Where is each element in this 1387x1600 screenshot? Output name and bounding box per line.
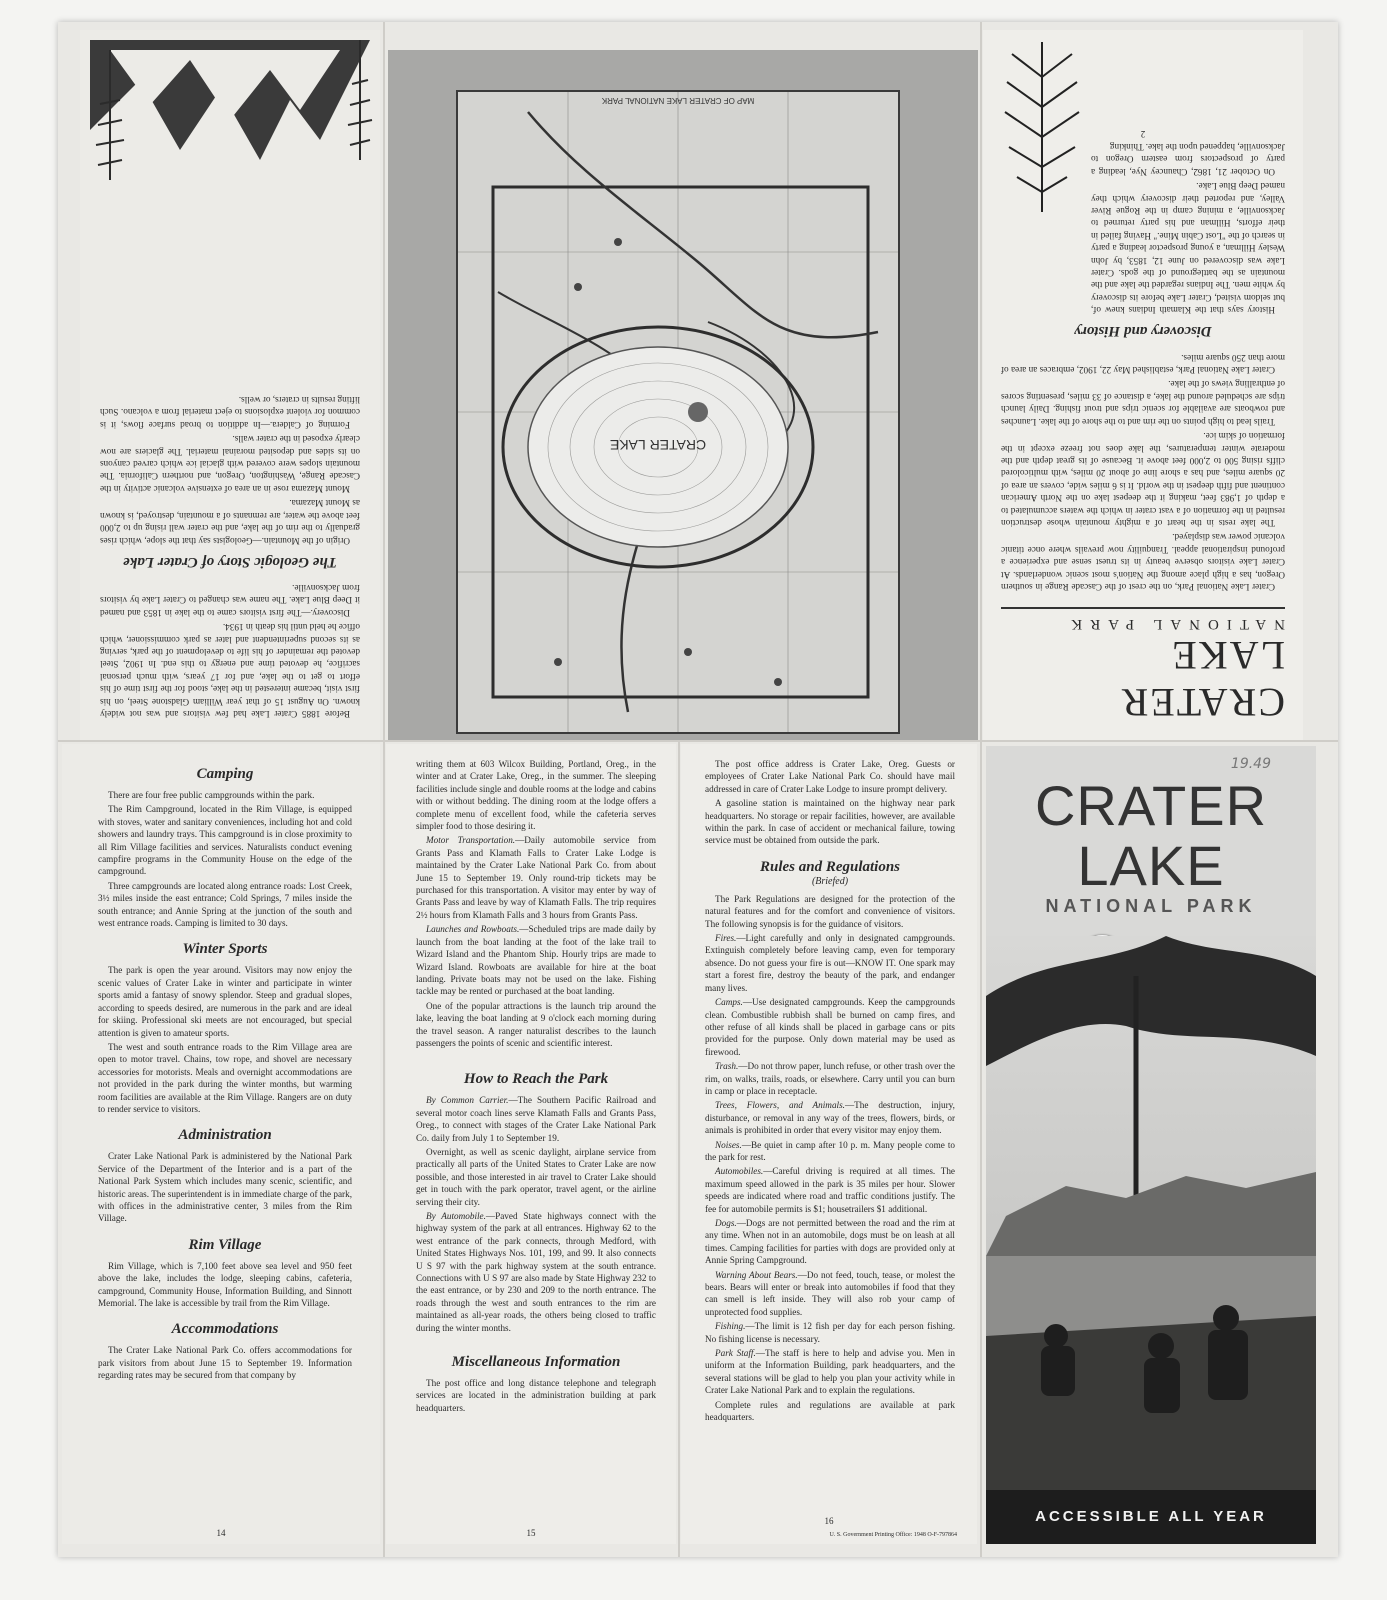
winter-sports-heading: Winter Sports xyxy=(182,941,268,958)
panel-subtitle: NATIONAL PARK xyxy=(1001,607,1285,632)
geologic-heading: The Geologic Story of Crater Lake xyxy=(123,553,337,570)
rule-text: —The limit is 12 fish per day for each person fishing. No fishing license is necessary. xyxy=(705,1321,955,1344)
rule-item xyxy=(705,1165,955,1215)
cover-photo xyxy=(986,936,1316,1496)
map-frame xyxy=(456,90,900,734)
misc-paragraph: The post office and long distance telephone and telegraph services are located in the administration building at park headquarters. xyxy=(416,1378,656,1413)
discovery-paragraph: On October 21, 1862, Chauncey Nye, leading a party of prospectors from eastern Oregon to Jacksonville, happened upon the lake. Thinking xyxy=(1091,142,1285,177)
page-15 xyxy=(386,744,676,1544)
camping-paragraph: The Rim Campground, located in the Rim Village, is equipped with stoves, water and sanitary conveniences, including hot and cold showers and laundry trays. This campground is in close proximity to all Rim Village facilities and services. Naturalists conduct evening campfire programs in the Community House on the edge of the campground. xyxy=(98,804,352,877)
geologic-paragraph: Origin of the Mountain.—Geologists say that the slope, which rises gradually to the rim of the lake, and the crater wall rising up to 2,000 feet above the water, are remnants of a mountain, destroyed, is known as Mount Mazama. xyxy=(100,498,360,546)
geologic-text xyxy=(80,394,380,740)
accommodations-continued: writing them at 603 Wilcox Building, Portland, Oreg., in the winter and at Crater Lake, Oreg., in the summer. The sleeping facilities include single and double rooms at the lodge and cabins with or without bedding. The dining room at the lodge offers a complete menu of excellent food, while the cafeteria serves simpler food to those desiring it. xyxy=(416,759,656,832)
discovery-heading: Discovery and History xyxy=(1074,323,1212,340)
discovery-paragraph: Crater Lake National Park, established May 22, 1902, embraces an area of more than 250 square miles. xyxy=(1001,352,1285,376)
winter-paragraph: The west and south entrance roads to the Rim Village area are open to motor travel. Chains, tow rope, and shovel are necessary accessories for motorists. Meals and overnight accommodations are not provided in the park during the winter months, but warming room facilities are available at the Rim Village. Rangers are on duty to render service to visitors. xyxy=(98,1041,352,1114)
map-panel xyxy=(388,50,978,740)
rule-term: Trees, Flowers, and Animals. xyxy=(715,1100,845,1111)
vertical-fold xyxy=(980,22,982,1557)
camping-heading: Camping xyxy=(196,766,254,782)
airplane-paragraph: Overnight, as well as scenic daylight, airplane service from practically all parts of the United States to Crater Lake are now possible, and those interested in air travel to Crater Lake should get in touch with the park operator, travel agent, or the airline serving their city. xyxy=(416,1146,656,1207)
rule-text: —The staff is here to help and advise you. Men in uniform at the Information Building, park headquarters, and the several stations will be glad to help you plan your activity while in Crater Lake National Park and to explain the regulations. xyxy=(705,1348,955,1396)
brochure-sheet xyxy=(58,22,1338,1557)
rule-item xyxy=(705,1099,955,1136)
camping-paragraph: There are four free public campgrounds within the park. xyxy=(108,790,315,800)
page-number: 15 xyxy=(526,1528,536,1538)
rule-term: Fishing. xyxy=(715,1321,746,1332)
term: By Automobile. xyxy=(426,1211,486,1221)
park-map xyxy=(458,92,898,732)
pencil-note: 19.49 xyxy=(1230,756,1271,772)
rule-text: —Careful driving is required at all times. The maximum speed allowed in the park is 35 miles per hour. Slower speeds are indicated where road and traffic conditions justify. The fee for automobile permits is $1; housetrailers $1 additional. xyxy=(705,1166,955,1214)
transport-text: —Daily automobile service from Grants Pass and Klamath Falls to Crater Lake Lodge is maintained by the Crater Lake National Park Co. from about June 15 to September 19. Only round-trip tickets may be purchased for this transportation. A visitor may enter by way of Grants Pass and leave by way of Klamath Falls. The trip requires 2½ hours from Klamath Falls and 3 hours from Grants Pass. xyxy=(416,835,656,920)
rules-lead: The Park Regulations are designed for the protection of the natural features and for the comfort and convenience of visitors. The following synopsis is for the guidance of visitors. xyxy=(705,893,955,929)
rule-item xyxy=(705,1269,955,1319)
geologic-story-panel xyxy=(80,30,380,740)
tree-illustration xyxy=(997,42,1087,212)
wizard-island-mark xyxy=(688,402,708,422)
rules-subheading: (Briefed) xyxy=(811,875,849,887)
cover-title: CRATER LAKE xyxy=(1034,774,1268,897)
rule-item xyxy=(705,996,955,1058)
rule-term: Noises. xyxy=(715,1139,742,1150)
rule-item xyxy=(705,1060,955,1097)
term: Motor Transportation. xyxy=(426,835,516,846)
geologic-paragraph: Mount Mazama rose in an area of extensive volcanic activity in the Cascade Range, Washington, Oregon, and northern California. The mountain slopes were covered with glacial ice which carved canyons on its sides and deposited morainal material. The glaciers are now clearly exposed in the crater walls. xyxy=(100,434,360,494)
administration-paragraph: Crater Lake National Park is administered by the National Park Service of the Department of the Interior and is a part of the National Park System which includes many scenic, scientific, and historic areas. The superintendent is in immediate charge of the park, with offices in the administrative center, 3 miles from the Rim Village. xyxy=(98,1151,352,1224)
rules-heading: Rules and Regulations xyxy=(759,858,901,875)
rule-text: —Be quiet in camp after 10 p. m. Many people come to the park for rest. xyxy=(705,1139,955,1162)
geologic-paragraph: Before 1885 Crater Lake had few visitors and was not widely known. On August 15 of that year William Gladstone Steel, on his first visit, became interested in the lake, stood for the first time of his effort to get to the lake, and for 17 years, with much personal sacrifice, he devoted time and energy to this end. In 1902, Steel devoted the remainder of his life to development of the park, serving as its second superintendent and later as park commissioner, which office he held until his death in 1934. xyxy=(100,622,360,719)
rule-term: Camps. xyxy=(715,997,743,1008)
common-carrier-paragraph xyxy=(416,1094,656,1144)
automobile-paragraph xyxy=(416,1210,656,1334)
map-title: MAP OF CRATER LAKE NATIONAL PARK xyxy=(601,96,755,105)
boats-paragraph xyxy=(416,923,656,997)
accommodations-heading: Accommodations xyxy=(171,1321,279,1338)
cover-footer: ACCESSIBLE ALL YEAR xyxy=(986,1490,1316,1544)
page-number: 16 xyxy=(824,1516,834,1526)
post-office-paragraph: The post office address is Crater Lake, Oreg. Guests or employees of Crater Lake National Park Co. should have mail addressed in care of Crater Lake Lodge to insure prompt delivery. xyxy=(705,759,955,794)
rule-item xyxy=(705,1217,955,1267)
panel-title: CRATER LAKE xyxy=(1119,633,1285,725)
common-carrier-text: —The Southern Pacific Railroad and several motor coach lines serve Klamath Falls and Grants Pass, Oreg., to connect with stages of the Crater Lake National Park Co. daily from July 1 to September 19. xyxy=(416,1095,656,1143)
rule-term: Automobiles. xyxy=(715,1166,764,1177)
term: By Common Carrier. xyxy=(426,1095,509,1106)
page-14 xyxy=(62,744,380,1544)
vertical-fold xyxy=(678,742,680,1557)
automobile-text: —Paved State highways connect with the highway system of the park at all entrances. Highway 62 to the west entrance of the park connects, through Medford, with United States Highways Nos. 101, 199, and 99. It also connects U S 97 with the park highway system at the south entrance. Connections with U S 97 are also made by State Highway 232 to the east entrance, or by 230 and 209 to the north entrance. The roads through the west and south entrances to the rim are maintained as all-year roads, the others being closed to traffic during the winter months. xyxy=(416,1211,656,1333)
rule-text: —Do not throw paper, lunch refuse, or other trash over the rim, on walks, trails, roads, or elsewhere. Carry until you can burn in camp or place in receptacle. xyxy=(705,1061,955,1096)
geologic-paragraph: Forming of Caldera.—In addition to broad surface flows, it is common for violent explosions to eject material from a volcano. Such lifting results in craters, or wells. xyxy=(100,395,360,430)
rule-item xyxy=(705,1347,955,1397)
crater-woodcut-illustration xyxy=(80,30,380,200)
rule-term: Park Staff. xyxy=(715,1348,756,1359)
rule-item xyxy=(705,1320,955,1345)
map-lake-label: CRATER LAKE xyxy=(609,437,707,453)
page-number: 14 xyxy=(216,1528,226,1538)
page-16 xyxy=(681,744,977,1544)
launch-trip-paragraph: One of the popular attractions is the launch trip around the lake, leaving the boat landing at 9 o'clock each morning during the travel season. A ranger naturalist describes to the launch passengers the points of scenic and scientific interest. xyxy=(416,1000,656,1048)
rule-text: —Dogs are not permitted between the road and the rim at any time. When not in an automobile, dogs must be on leash at all times. Camping facilities for parties with dogs are provided only at Annie Spring Campground. xyxy=(705,1218,955,1266)
discovery-paragraph: History says that the Klamath Indians knew of, but seldom visited, Crater Lake before its discovery by white men. The Indians regarded the lake and the mountain as the battleground of the gods. Crater Lake was discovered on June 12, 1853, by John Wesley Hillman, a young prospector leading a party in search of the "Lost Cabin Mine." Having failed in their efforts, Hillman and his party returned to Jacksonville, a mining camp in the Rogue River Valley, and reported their discovery which they named Deep Blue Lake. xyxy=(1091,181,1285,316)
horizontal-fold xyxy=(58,740,1338,742)
discovery-paragraph: Crater Lake National Park, on the crest of the Cascade Range in southern Oregon, has a high place among the Nation's most scenic wonderlands. At Crater Lake visitors observe beauty in its truest sense and experience a profound inspirational appeal. Tranquility now prevails where once titanic volcanic power was displayed. xyxy=(1001,532,1285,592)
page-number: 2 xyxy=(1140,128,1146,139)
rule-text: —The destruction, injury, disturbance, or removal in any way of the trees, flowers, birds, or animals is prohibited in order that every visitor may enjoy them. xyxy=(705,1100,955,1136)
transport-paragraph xyxy=(416,834,656,921)
rule-text: —Do not feed, touch, tease, or molest the bears. Bears will enter or break into automobiles if food that they can smell is left inside. They will also rob your camp of unprotected food supplies. xyxy=(705,1269,955,1317)
discovery-panel xyxy=(983,30,1303,740)
discovery-paragraph: The lake rests in the heart of a mighty mountain whose destruction resulted in the formation of a vast crater in which the waters accumulated to a depth of 1,983 feet, making it the deepest lake on the North American continent and fifth deepest in the world. It is 6 miles wide, covers an area of 20 square miles, and has a shore line of about 20 miles, with multicolored cliffs rising 500 to 2,000 feet above it. Because of its great depth and the moderate winter temperatures, the lake does not freeze except in the formation of skim ice. xyxy=(1001,431,1285,528)
printing-imprint: U. S. Government Printing Office: 1948 O-F-797864 xyxy=(829,1532,957,1538)
rule-term: Trash. xyxy=(715,1061,739,1072)
gasoline-paragraph: A gasoline station is maintained on the highway near park headquarters. No storage or repair facilities, however, are available within the park. In case of accident or mechanical failure, towing service must be obtained from outside the park. xyxy=(705,798,955,846)
winter-paragraph: The park is open the year around. Visitors may now enjoy the scenic values of Crater Lake in winter and participate in winter sports amid a fantasy of snowy splendor. Steep and gradual slopes, according to speeds desired, are numerous in the park and are ideal for skiing. Professional ski meets are not encouraged, but special attention is given to amateur sports. xyxy=(98,965,352,1038)
administration-heading: Administration xyxy=(178,1127,272,1144)
rule-text: —Light carefully and only in designated campgrounds. Extinguish completely before leaving camp, even for temporary absence. Do not guess your fire is out—KNOW IT. One spark may start a forest fire, destroy the beauty of the park, and endanger many lives. xyxy=(705,933,955,993)
rule-item xyxy=(705,1139,955,1164)
how-to-reach-heading: How to Reach the Park xyxy=(463,1071,609,1088)
rule-item xyxy=(705,932,955,994)
boats-text: —Scheduled trips are made daily by launch from the boat landing at the foot of the lake trail to Wizard Island and the Phantom Ship. Hourly trips are made to Wizard Island. Rowboats are available for hire at the boat landing. Private boats may not be used on the lake. Fishing tackle may be rented or purchased at the boat landing. xyxy=(416,924,656,997)
rule-term: Dogs. xyxy=(715,1218,737,1228)
cover-subtitle: NATIONAL PARK xyxy=(1045,896,1257,916)
rim-village-heading: Rim Village xyxy=(188,1236,262,1253)
rule-term: Fires. xyxy=(715,933,737,944)
rule-term: Warning About Bears. xyxy=(715,1269,798,1280)
rim-village-paragraph: Rim Village, which is 7,100 feet above sea level and 950 feet above the lake, includes the lodge, sleeping cabins, cafeteria, campground, Community House, Information Building, and Sinnott Memorial. The lake is accessible by trail from the Rim Village. xyxy=(98,1260,352,1308)
term: Launches and Rowboats. xyxy=(426,924,520,935)
camping-paragraph: Three campgrounds are located along entrance roads: Lost Creek, 3½ miles inside the east entrance; Cold Springs, 7 miles inside the south entrance; and Annie Spring at the junction of the south and west entrance roads. Camping is limited to 30 days. xyxy=(98,880,352,929)
vertical-fold xyxy=(383,22,385,1557)
cover-panel xyxy=(986,746,1316,1544)
geologic-paragraph: Discovery.—The first visitors came to the lake in 1853 and named it Deep Blue Lake. The name was changed to Crater Lake by visitors from Jacksonville. xyxy=(100,582,360,618)
discovery-paragraph: Trails lead to high points on the rim and to the shore of the lake. Launches and rowboats are available for scenic trips and trout fishing. Daily launch trips are scheduled around the lake, a distance of 33 miles, presenting scores of enthralling views of the lake. xyxy=(1001,379,1285,427)
rule-text: —Use designated campgrounds. Keep the campgrounds clean. Combustible rubbish shall be burned on camp fires, and other refuse of all kinds shall be placed in garbage cans or pits provided for the purpose. Only down material may be used as firewood. xyxy=(705,997,955,1057)
accommodations-paragraph: The Crater Lake National Park Co. offers accommodations for park visitors from about June 15 to September 19. Information regarding rates may be secured from that company by xyxy=(98,1345,352,1381)
misc-info-heading: Miscellaneous Information xyxy=(451,1354,621,1371)
rule-item: Complete rules and regulations are available at park headquarters. xyxy=(705,1399,955,1423)
